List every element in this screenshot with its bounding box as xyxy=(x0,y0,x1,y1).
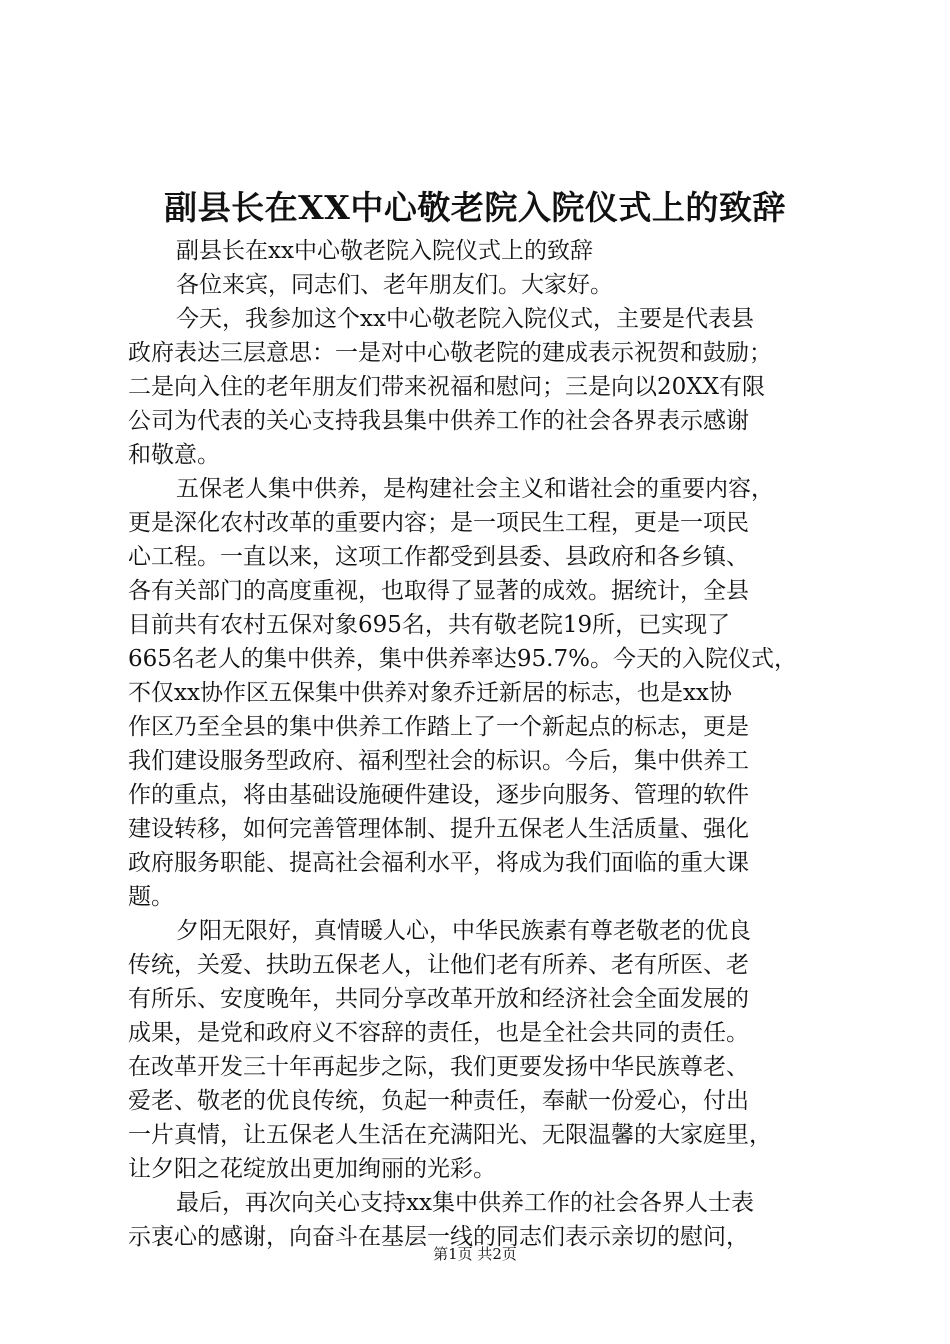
paragraph-line: 目前共有农村五保对象695名，共有敬老院19所，已实现了 xyxy=(128,612,731,638)
greeting-line: 各位来宾，同志们、老年朋友们。大家好。 xyxy=(176,272,613,298)
paragraph-line: 示衷心的感谢，向奋斗在基层一线的同志们表示亲切的慰问， xyxy=(128,1224,749,1250)
paragraph-line: 传统，关爱、扶助五保老人，让他们老有所养、老有所医、老 xyxy=(128,952,749,978)
paragraph-line: 665名老人的集中供养，集中供养率达95.7%。今天的入院仪式， xyxy=(128,646,797,672)
paragraph-line: 各有关部门的高度重视，也取得了显著的成效。据统计，全县 xyxy=(128,578,749,604)
paragraph-line: 二是向入住的老年朋友们带来祝福和慰问；三是向以20XX有限 xyxy=(128,374,766,400)
paragraph-line: 在改革开发三十年再起步之际，我们更要发扬中华民族尊老、 xyxy=(128,1054,749,1080)
paragraph-line: 今天，我参加这个xx中心敬老院入院仪式，主要是代表县 xyxy=(176,306,754,332)
paragraph-line: 和敬意。 xyxy=(128,442,220,468)
paragraph-line: 作的重点，将由基础设施硬件建设，逐步向服务、管理的软件 xyxy=(128,782,749,808)
document-title: 副县长在XX中心敬老院入院仪式上的致辞 xyxy=(164,188,786,227)
paragraph-line: 作区乃至全县的集中供养工作踏上了一个新起点的标志，更是 xyxy=(128,714,749,740)
paragraph-line: 心工程。一直以来，这项工作都受到县委、县政府和各乡镇、 xyxy=(128,544,749,570)
page-footer: 第1页 共2页 xyxy=(433,1245,517,1263)
document-body xyxy=(128,234,828,1254)
subtitle-line: 副县长在xx中心敬老院入院仪式上的致辞 xyxy=(176,238,593,264)
paragraph-line: 有所乐、安度晚年，共同分享改革开放和经济社会全面发展的 xyxy=(128,986,749,1012)
paragraph-line: 我们建设服务型政府、福利型社会的标识。今后，集中供养工 xyxy=(128,748,749,774)
paragraph-line: 建设转移，如何完善管理体制、提升五保老人生活质量、强化 xyxy=(128,816,749,842)
paragraph-line: 让夕阳之花绽放出更加绚丽的光彩。 xyxy=(128,1156,496,1182)
paragraph-line: 政府服务职能、提高社会福利水平，将成为我们面临的重大课 xyxy=(128,850,749,876)
paragraph-line: 题。 xyxy=(128,884,174,910)
paragraph-line: 更是深化农村改革的重要内容；是一项民生工程，更是一项民 xyxy=(128,510,749,536)
paragraph-line: 成果，是党和政府义不容辞的责任，也是全社会共同的责任。 xyxy=(128,1020,749,1046)
paragraph-line: 夕阳无限好，真情暖人心，中华民族素有尊老敬老的优良 xyxy=(176,918,751,944)
paragraph-line: 不仅xx协作区五保集中供养对象乔迁新居的标志，也是xx协 xyxy=(128,680,732,706)
paragraph-line: 爱老、敬老的优良传统，负起一种责任，奉献一份爱心，付出 xyxy=(128,1088,749,1114)
paragraph-line: 公司为代表的关心支持我县集中供养工作的社会各界表示感谢 xyxy=(128,408,749,434)
paragraph-line: 五保老人集中供养，是构建社会主义和谐社会的重要内容， xyxy=(176,476,774,502)
paragraph-line: 一片真情，让五保老人生活在充满阳光、无限温馨的大家庭里， xyxy=(128,1122,772,1148)
paragraph-line: 政府表达三层意思：一是对中心敬老院的建成表示祝贺和鼓励； xyxy=(128,340,772,366)
paragraph-line: 最后，再次向关心支持xx集中供养工作的社会各界人士表 xyxy=(176,1190,754,1216)
